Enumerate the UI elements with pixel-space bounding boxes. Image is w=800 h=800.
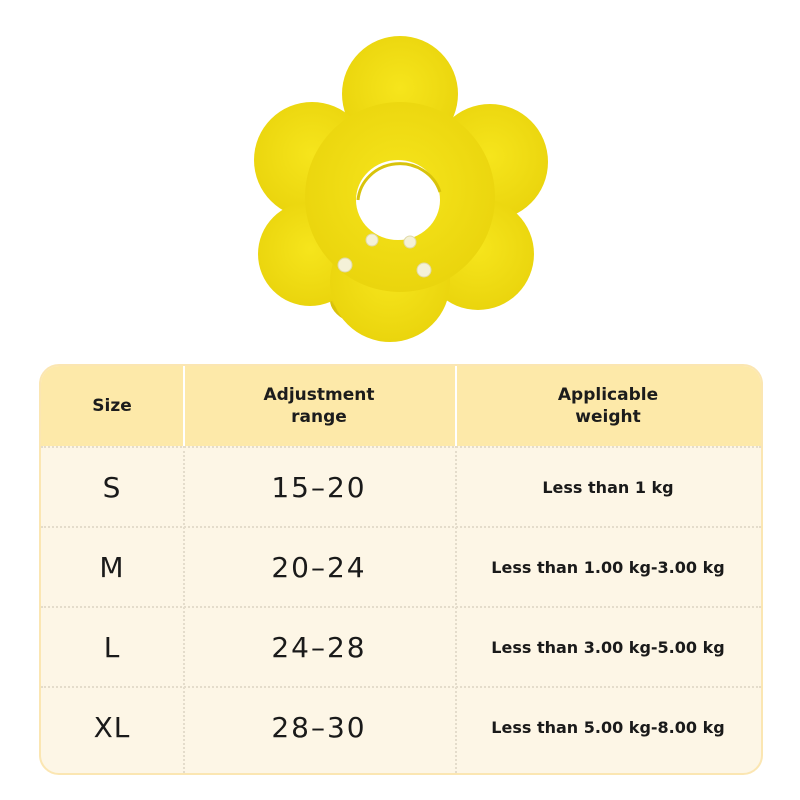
cell-size: M — [99, 550, 125, 584]
snap-button — [366, 234, 378, 246]
cell-size: L — [103, 630, 121, 664]
column-divider — [455, 366, 457, 446]
cell-applicable-weight: Less than 3.00 kg-5.00 kg — [491, 637, 725, 657]
cell-applicable-weight: Less than 5.00 kg-8.00 kg — [491, 717, 725, 737]
size-chart-table — [39, 364, 763, 775]
snap-button — [404, 236, 416, 248]
header-adjustment-label: Adjustment range — [263, 385, 375, 427]
snap-button — [417, 263, 431, 277]
header-applicable-weight — [455, 366, 761, 446]
cell-adjustment-range: 24–28 — [271, 630, 367, 664]
cell-size: S — [102, 470, 122, 504]
table-row — [41, 606, 761, 686]
snap-button — [338, 258, 352, 272]
header-weight-label: Applicable weight — [557, 385, 659, 427]
flower-collar-illustration — [240, 32, 560, 342]
cell-adjustment-range: 20–24 — [271, 550, 367, 584]
cell-applicable-weight: Less than 1.00 kg-3.00 kg — [491, 557, 725, 577]
cell-applicable-weight: Less than 1 kg — [542, 477, 674, 497]
cell-size: XL — [93, 710, 131, 744]
cell-adjustment-range: 28–30 — [271, 710, 367, 744]
cell-adjustment-range: 15–20 — [271, 470, 367, 504]
table-row — [41, 686, 761, 766]
table-header — [41, 366, 761, 446]
header-size — [41, 366, 183, 446]
product-image-flower-collar — [240, 32, 560, 342]
header-adjustment-range — [183, 366, 455, 446]
column-divider — [183, 366, 185, 446]
header-size-label: Size — [92, 396, 132, 416]
table-row — [41, 526, 761, 606]
table-row — [41, 446, 761, 526]
